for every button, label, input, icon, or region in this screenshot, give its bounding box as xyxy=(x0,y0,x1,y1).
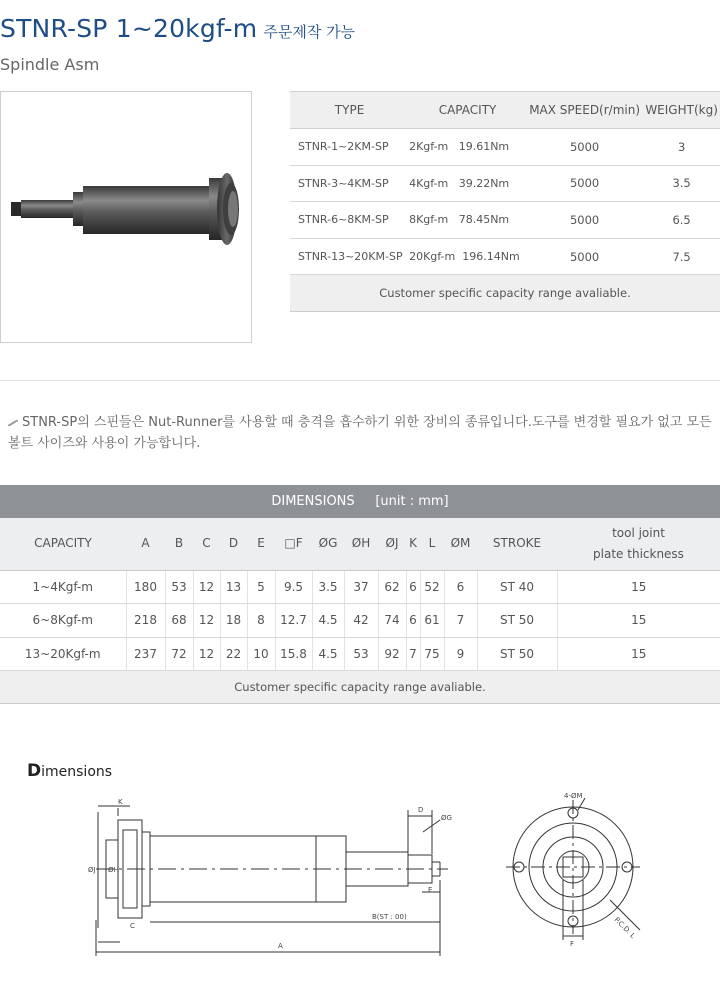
dimensions-cell: 5 xyxy=(247,570,275,604)
dimensions-cell: 9 xyxy=(444,637,477,671)
drawing-title-initial: D xyxy=(27,761,42,781)
dimensions-cell: 15 xyxy=(557,604,720,638)
description xyxy=(8,412,720,454)
dimensions-note-row xyxy=(0,671,720,704)
dimensions-title xyxy=(0,485,720,518)
dim-header-plate-thickness xyxy=(557,518,720,570)
dimensions-header-row xyxy=(0,518,720,570)
spec-header-row xyxy=(290,92,720,129)
dimensions-cell: 13~20Kgf-m xyxy=(0,637,126,671)
dimensions-cell: 12 xyxy=(193,570,220,604)
dimensions-cell: 72 xyxy=(165,637,193,671)
label-b: B(ST : 00) xyxy=(372,913,407,921)
spec-note: Customer specific capacity range avaliable. xyxy=(290,275,720,312)
dimensions-cell: 18 xyxy=(220,604,247,638)
dimensions-cell: 92 xyxy=(378,637,406,671)
custom-order-note: 주문제작 가능 xyxy=(263,23,356,41)
dimensions-cell: 68 xyxy=(165,604,193,638)
dimensions-cell: 61 xyxy=(420,604,444,638)
dimensions-cell: 218 xyxy=(126,604,165,638)
dimensions-cell: 15.8 xyxy=(275,637,312,671)
dimensions-cell: 180 xyxy=(126,570,165,604)
dimensions-cell: 4.5 xyxy=(312,637,344,671)
page-title xyxy=(0,14,355,48)
dimensions-cell: 62 xyxy=(378,570,406,604)
dim-header-c: C xyxy=(193,518,220,570)
spec-note-row xyxy=(290,275,720,312)
dimensions-cell: 42 xyxy=(344,604,378,638)
plate-thickness-line1: tool joint xyxy=(612,525,665,540)
dim-header-h: ØH xyxy=(344,518,378,570)
dim-header-a: A xyxy=(126,518,165,570)
spindle-image xyxy=(1,92,251,342)
spec-table xyxy=(290,91,720,312)
section-divider xyxy=(0,380,720,381)
label-c: C xyxy=(130,922,135,930)
dim-header-b: B xyxy=(165,518,193,570)
drawing-title xyxy=(27,761,112,781)
spec-row xyxy=(290,238,720,275)
dim-header-m: ØM xyxy=(444,518,477,570)
dimensions-cell: 7 xyxy=(444,604,477,638)
label-j: ØJ xyxy=(88,866,96,874)
product-title: STNR-SP 1~20kgf-m xyxy=(0,14,258,43)
dimensions-cell: 22 xyxy=(220,637,247,671)
dimensions-cell: 10 xyxy=(247,637,275,671)
description-text: STNR-SP의 스핀들은 Nut-Runner를 사용할 때 충격을 흡수하기 위한 장비의 종류입니다.도구를 변경할 필요가 없고 모든 볼트 사이즈와 사용이 가능합니다. xyxy=(8,415,712,451)
dimensions-cell: 3.5 xyxy=(312,570,344,604)
pencil-icon xyxy=(8,420,18,426)
spec-row xyxy=(290,129,720,166)
dimensions-table xyxy=(0,485,720,704)
dimensions-cell: 9.5 xyxy=(275,570,312,604)
dim-header-k: K xyxy=(406,518,420,570)
spec-cell-capacity: 8Kgf-m 78.45Nm xyxy=(409,202,526,239)
dimensions-cell: 12 xyxy=(193,604,220,638)
label-a: A xyxy=(278,942,283,950)
spec-header-type: TYPE xyxy=(290,92,409,129)
spec-cell-weight: 3.5 xyxy=(643,165,720,202)
label-f: F xyxy=(570,940,575,948)
dimensions-row xyxy=(0,604,720,638)
spec-cell-speed: 5000 xyxy=(526,238,643,275)
dimensions-cell: 237 xyxy=(126,637,165,671)
dim-header-d: D xyxy=(220,518,247,570)
spec-row xyxy=(290,165,720,202)
dimensions-cell: 52 xyxy=(420,570,444,604)
spec-cell-speed: 5000 xyxy=(526,202,643,239)
dim-header-stroke: STROKE xyxy=(477,518,557,570)
spec-header-capacity: CAPACITY xyxy=(409,92,526,129)
dimensions-cell: 6 xyxy=(406,604,420,638)
spec-cell-capacity: 4Kgf-m 39.22Nm xyxy=(409,165,526,202)
dimensions-cell: 6~8Kgf-m xyxy=(0,604,126,638)
spec-header-weight: WEIGHT(kg) xyxy=(643,92,720,129)
spec-cell-speed: 5000 xyxy=(526,165,643,202)
dim-header-l: L xyxy=(420,518,444,570)
spec-row xyxy=(290,202,720,239)
dimensions-row xyxy=(0,637,720,671)
label-k: K xyxy=(118,798,123,806)
drawing-title-rest: imensions xyxy=(41,764,113,780)
dimensions-cell: 4.5 xyxy=(312,604,344,638)
spec-cell-capacity: 20Kgf-m 196.14Nm xyxy=(409,238,526,275)
dimensions-cell: 13 xyxy=(220,570,247,604)
dimensions-unit: [unit : mm] xyxy=(375,494,449,509)
spec-cell-weight: 6.5 xyxy=(643,202,720,239)
dimensions-cell: 74 xyxy=(378,604,406,638)
dimensions-cell: 12 xyxy=(193,637,220,671)
dimensions-heading: DIMENSIONS xyxy=(271,494,355,509)
spec-cell-weight: 7.5 xyxy=(643,238,720,275)
dimensions-title-row xyxy=(0,485,720,518)
dimensions-cell: ST 50 xyxy=(477,604,557,638)
spec-cell-capacity: 2Kgf-m 19.61Nm xyxy=(409,129,526,166)
label-m: 4-ØM xyxy=(564,792,583,800)
dimensions-cell: 6 xyxy=(444,570,477,604)
dim-header-j: ØJ xyxy=(378,518,406,570)
spec-cell-weight: 3 xyxy=(643,129,720,166)
spec-cell-type: STNR-6~8KM-SP xyxy=(290,202,409,239)
product-subtitle: Spindle Asm xyxy=(0,55,100,74)
dim-header-g: ØG xyxy=(312,518,344,570)
spec-cell-type: STNR-13~20KM-SP xyxy=(290,238,409,275)
label-e: E xyxy=(428,886,433,894)
label-d: D xyxy=(418,806,424,814)
dim-header-e: E xyxy=(247,518,275,570)
dimensions-cell: 6 xyxy=(406,570,420,604)
spec-cell-speed: 5000 xyxy=(526,129,643,166)
label-h: ØH xyxy=(108,866,119,874)
dimensions-cell: 75 xyxy=(420,637,444,671)
dimensions-cell: 8 xyxy=(247,604,275,638)
dimensions-cell: ST 40 xyxy=(477,570,557,604)
label-pcd: P.C.D. L xyxy=(612,915,637,940)
dim-header-capacity: CAPACITY xyxy=(0,518,126,570)
dimensions-cell: 1~4Kgf-m xyxy=(0,570,126,604)
dimensions-row xyxy=(0,570,720,604)
dimensions-cell: 15 xyxy=(557,570,720,604)
dimensions-cell: 37 xyxy=(344,570,378,604)
spec-cell-type: STNR-3~4KM-SP xyxy=(290,165,409,202)
dimensions-cell: ST 50 xyxy=(477,637,557,671)
dim-header-f: □F xyxy=(275,518,312,570)
dimensions-cell: 12.7 xyxy=(275,604,312,638)
dimension-drawing xyxy=(0,780,720,990)
label-g: ØG xyxy=(441,814,452,822)
dimensions-cell: 53 xyxy=(165,570,193,604)
dimensions-cell: 7 xyxy=(406,637,420,671)
dimensions-note: Customer specific capacity range avaliable. xyxy=(0,671,720,704)
product-photo xyxy=(0,91,252,343)
plate-thickness-line2: plate thickness xyxy=(593,546,684,561)
spec-cell-type: STNR-1~2KM-SP xyxy=(290,129,409,166)
dimensions-body xyxy=(0,570,720,671)
dimensions-cell: 15 xyxy=(557,637,720,671)
spec-header-speed: MAX SPEED(r/min) xyxy=(526,92,643,129)
dimensions-cell: 53 xyxy=(344,637,378,671)
